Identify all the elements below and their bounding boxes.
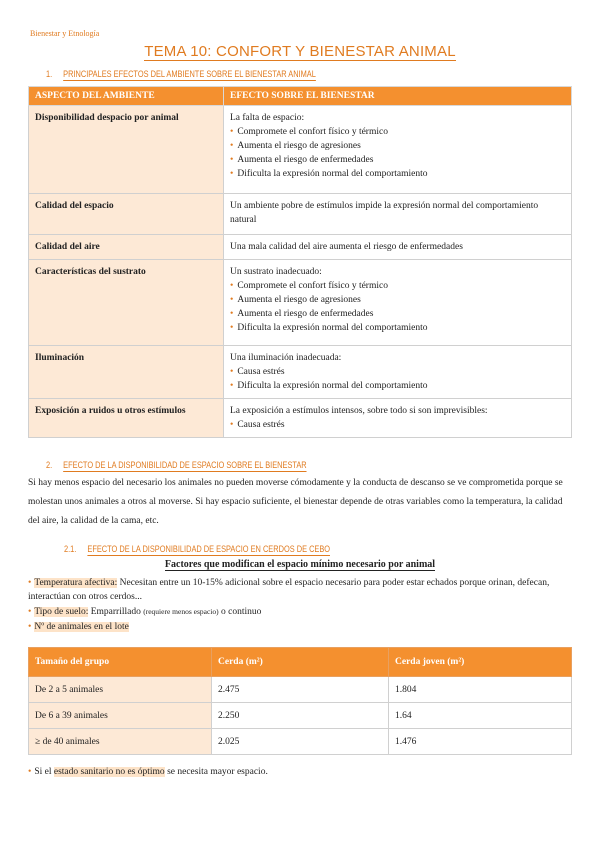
effect-cell: La exposición a estímulos intensos, sobre todo si son imprevisibles: • Causa estrés	[224, 399, 572, 438]
list-item: • Dificulta la expresión normal del comportamiento	[230, 167, 565, 181]
list-item: • Compromete el confort físico y térmico	[230, 125, 565, 139]
effect-cell: La falta de espacio: • Compromete el confort físico y térmico • Aumenta el riesgo de agresiones • Aumenta el riesgo de enfermedades • Dificulta la expresión normal del comportamiento	[224, 106, 572, 194]
column-header: Cerda joven (m²)	[389, 648, 572, 677]
effect-cell: Un sustrato inadecuado: • Compromete el confort físico y térmico • Aumenta el riesgo de agresiones • Aumenta el riesgo de enfermedades • Dificulta la expresión normal del comportamiento	[224, 260, 572, 346]
table-header-row	[29, 648, 572, 677]
effect-cell: Un ambiente pobre de estímulos impide la expresión normal del comportamiento natural	[224, 194, 572, 235]
list-item: • Compromete el confort físico y térmico	[230, 279, 565, 293]
table-cell: De 6 a 39 animales	[29, 703, 212, 729]
factor-temperature: • Temperatura afectiva: Necesitan entre un 10-15% adicional sobre el espacio necesario para poder estar echados porque orinan, defecan, interactúan con otros cerdos...	[28, 578, 550, 602]
list-item: • Aumenta el riesgo de agresiones	[230, 293, 565, 307]
document-header: Bienestar y Etnología	[30, 29, 100, 38]
page-title: TEMA 10: CONFORT Y BIENESTAR ANIMAL	[144, 43, 456, 60]
list-item: • Aumenta el riesgo de enfermedades	[230, 153, 565, 167]
table-row	[29, 346, 572, 399]
factor-group-size: • Nº de animales en el lote	[28, 622, 129, 632]
table-cell: 1.476	[389, 729, 572, 755]
table-cell: 1.804	[389, 677, 572, 703]
list-item: • Causa estrés	[230, 418, 565, 432]
factor-floor-type: • Tipo de suelo: Emparrillado (requiere menos espacio) o continuo	[28, 607, 262, 617]
space-requirements-table	[28, 647, 572, 755]
table-cell: De 2 a 5 animales	[29, 677, 212, 703]
section-1-heading: 1. PRINCIPALES EFECTOS DEL AMBIENTE SOBRE EL BIENESTAR ANIMAL	[46, 69, 316, 80]
table-row	[29, 729, 572, 755]
table-row	[29, 235, 572, 260]
environment-effects-table	[28, 86, 572, 438]
aspect-cell: Exposición a ruidos u otros estímulos	[29, 399, 224, 438]
list-item: • Causa estrés	[230, 365, 565, 379]
table-cell: 2.025	[212, 729, 389, 755]
column-header: ASPECTO DEL AMBIENTE	[29, 87, 224, 106]
section-2-1-heading: 2.1. EFECTO DE LA DISPONIBILIDAD DE ESPACIO EN CERDOS DE CEBO	[64, 544, 331, 555]
sanitary-note: • Si el estado sanitario no es óptimo se necesita mayor espacio.	[28, 767, 268, 777]
table-header-row	[29, 87, 572, 106]
table-row	[29, 703, 572, 729]
column-header: Cerda (m²)	[212, 648, 389, 677]
section-2-paragraph: Si hay menos espacio del necesario los animales no pueden moverse cómodamente y la conducta de descanso se ve comprometida porque se molestan unos animales a otros al moverse. Si hay espacio suficiente, el bienestar depende de otras variables como la temperatura, la calidad del aire, la calidad de la cama, etc.	[28, 478, 563, 526]
table-row	[29, 677, 572, 703]
aspect-cell: Disponibilidad despacio por animal	[29, 106, 224, 194]
table-cell: ≥ de 40 animales	[29, 729, 212, 755]
list-item: • Dificulta la expresión normal del comportamiento	[230, 321, 565, 335]
aspect-cell: Características del sustrato	[29, 260, 224, 346]
aspect-cell: Calidad del espacio	[29, 194, 224, 235]
aspect-cell: Calidad del aire	[29, 235, 224, 260]
list-item: • Aumenta el riesgo de agresiones	[230, 139, 565, 153]
effect-cell: Una iluminación inadecuada: • Causa estrés • Dificulta la expresión normal del comportamiento	[224, 346, 572, 399]
table-row	[29, 260, 572, 346]
column-header: EFECTO SOBRE EL BIENESTAR	[224, 87, 572, 106]
aspect-cell: Iluminación	[29, 346, 224, 399]
column-header: Tamaño del grupo	[29, 648, 212, 677]
table-cell: 1.64	[389, 703, 572, 729]
table-cell: 2.250	[212, 703, 389, 729]
list-item: • Dificulta la expresión normal del comportamiento	[230, 379, 565, 393]
table-row	[29, 194, 572, 235]
section-2-heading: 2. EFECTO DE LA DISPONIBILIDAD DE ESPACIO SOBRE EL BIENESTAR	[46, 460, 307, 471]
table-row	[29, 106, 572, 194]
table-cell: 2.475	[212, 677, 389, 703]
table-row	[29, 399, 572, 438]
factors-title: Factores que modifican el espacio mínimo necesario por animal	[164, 559, 436, 570]
list-item: • Aumenta el riesgo de enfermedades	[230, 307, 565, 321]
effect-cell: Una mala calidad del aire aumenta el riesgo de enfermedades	[224, 235, 572, 260]
